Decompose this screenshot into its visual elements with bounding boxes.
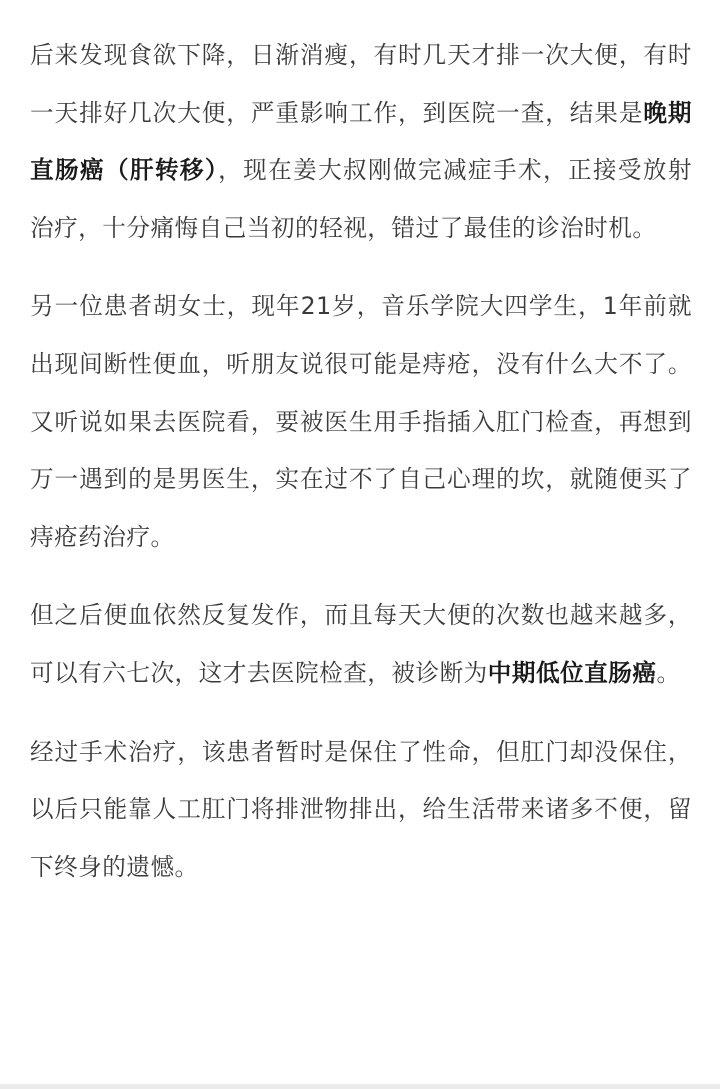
paragraph-text: ，现在姜大叔刚做完减症手术，正接受放射治疗，十分痛悔自己当初的轻视，错过了最佳的诊治时机。 xyxy=(30,156,692,242)
article-paragraph xyxy=(30,27,692,257)
article-paragraph xyxy=(30,278,692,566)
paragraph-text: 。 xyxy=(656,658,681,687)
paragraph-text: 后来发现食欲下降，日渐消瘦，有时几天才排一次大便，有时一天排好几次大便，严重影响工作，到医院一查，结果是 xyxy=(30,41,692,127)
paragraph-text: 但之后便血依然反复发作，而且每天大便的次数也越来越多，可以有六七次，这才去医院检查，被诊断为 xyxy=(30,601,692,687)
bottom-divider xyxy=(0,1084,720,1089)
bold-diagnosis-text: 晚期直肠癌（肝转移） xyxy=(30,98,693,185)
paragraph-text: 另一位患者胡女士，现年21岁，音乐学院大四学生，1年前就出现间断性便血，听朋友说很可能是痔疮，没有什么大不了。又听说如果去医院看，要被医生用手指插入肛门检查，再想到万一遇到的是男医生，实在过不了自己心理的坎，就随便买了痔疮药治疗。 xyxy=(30,292,692,551)
article-paragraph xyxy=(30,587,692,702)
bold-diagnosis-text: 中期低位直肠癌 xyxy=(487,658,657,687)
paragraph-text: 经过手术治疗，该患者暂时是保住了性命，但肛门却没保住，以后只能靠人工肛门将排泄物排出，给生活带来诸多不便，留下终身的遗憾。 xyxy=(30,737,692,881)
article-paragraph xyxy=(30,724,692,897)
article-body xyxy=(30,27,692,896)
